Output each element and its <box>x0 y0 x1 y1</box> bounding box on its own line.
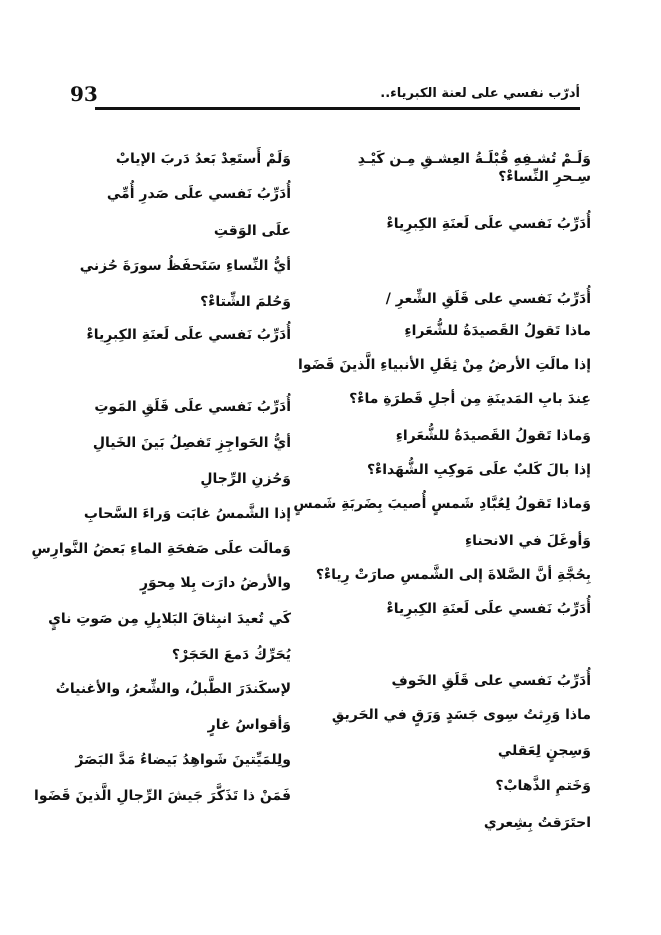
verse-line: وَأقواسُ غارٍ <box>207 717 291 733</box>
verse-line: أيُّ النِّساءِ سَتَحفَظُ سورَةَ حُزني <box>79 258 291 274</box>
verse-line: وَماذا تَقولُ لِعُبَّادِ شَمسٍ أُصيبَ بِضَربَةِ شَمسٍ <box>293 496 591 512</box>
verse-line: وَحُلمَ الشِّتاءْ؟ <box>200 294 291 310</box>
verse-line: أُدَرِّبُ نَفسي علَى قَلَقِ المَوتِ <box>94 399 291 415</box>
verse-line: أُدَرِّبُ نَفسي على قَلَقِ الشِّعرِ / <box>385 291 591 307</box>
verse-line: يُحَرِّكُ دَمعَ الحَجَرْ؟ <box>171 647 291 663</box>
verse-line: ماذا وَرِثتُ سِوى جَسَدٍ وَرَقٍ في الحَريقِ <box>331 707 591 723</box>
verse-line: وَلَـمْ تُشـفِهِ قُبْلَـةُ العِشـقِ مِـن كَيْـدِ سِـحرِ النِّساءْ؟ <box>357 151 591 185</box>
verse-line: وَلَمْ أَستَعِدْ بَعدُ دَربَ الإيابْ <box>115 151 291 167</box>
verse-line: أُدَرِّبُ نَفسي على قَلَقِ الخَوفِ <box>391 673 591 689</box>
verse-line: أيُّ الحَواجِزِ تَفصِلُ بَينَ الخَيالِ <box>92 435 291 451</box>
verse-line: بِحُجَّةِ أنَّ الصَّلاةَ إلى الشَّمسِ صارَتْ رِياءْ؟ <box>315 567 591 583</box>
verse-line: احتَرَقتُ بِشِعري <box>483 815 591 831</box>
header-rule <box>95 107 580 110</box>
verse-line: إذا مالَتِ الأرضُ مِنْ ثِقَلِ الأنبياءِ الَّذينَ قَضَوا <box>298 357 591 373</box>
verse-line: إذا الشَّمسُ غابَت وَراءَ السَّحابِ <box>83 506 291 522</box>
verse-line: كَي تُعيدَ انبِثاقَ البَلابِلِ مِن صَوتِ نايٍ <box>48 611 291 627</box>
verse-line: وَحُزنِ الرِّجالِ <box>200 471 291 487</box>
verse-line: وَسِجنٍ لِعَقلي <box>497 743 591 759</box>
verse-line: ماذا تَقولُ القَصيدَةُ للشُّعَراءِ <box>404 323 591 339</box>
verse-line: إذا بالَ كَلبٌ علَى مَوكِبِ الشُّهَداءْ؟ <box>366 462 591 478</box>
refrain-line: أُدَرِّبُ نَفسي علَى لَعنَةِ الكِبرِياءْ <box>86 327 291 343</box>
refrain-line: أُدَرِّبُ نَفسي علَى لَعنَةِ الكِبرِياءْ <box>386 216 591 232</box>
verse-line: ولِلمَيِّتينَ شَواهِدُ بَيضاءُ مَدَّ البَصَرْ <box>75 752 291 768</box>
verse-line: لإسكَندَرَ الطَّبلُ، والشِّعرُ، والأغنياتُ <box>55 681 291 697</box>
page-header <box>70 82 580 112</box>
page-number: 93 <box>70 82 98 106</box>
verse-line: فَمَنْ ذا تَذَكَّرَ جَيشَ الرِّجالِ الَّذينَ قَضَوا <box>34 788 291 804</box>
verse-line: أُدَرِّبُ نَفسي علَى صَدرِ أُمِّي <box>106 186 291 202</box>
verse-line: وَماذا تَقولُ القَصيدَةُ للشُّعَراءِ <box>395 428 591 444</box>
verse-line: وَأوغَلَ في الانحناءِ <box>464 533 591 549</box>
refrain-line: أُدَرِّبُ نَفسي علَى لَعنَةِ الكِبرِياءْ <box>386 601 591 617</box>
verse-line: وَمالَت علَى صَفحَةِ الماءِ بَعضُ النَّوارِسِ <box>31 541 291 557</box>
verse-line: وَخَتمِ الذَّهابْ؟ <box>495 778 591 794</box>
verse-line: والأرضُ دارَت بِلا مِحوَرٍ <box>139 575 291 591</box>
verse-line: علَى الوَقتِ <box>213 223 291 239</box>
verse-line: عِندَ بابِ المَدينَةِ مِن أجلِ قَطرَةِ ماءْ؟ <box>349 391 591 407</box>
running-title: أدرّب نفسي على لعنة الكبرياء.. <box>380 86 580 101</box>
